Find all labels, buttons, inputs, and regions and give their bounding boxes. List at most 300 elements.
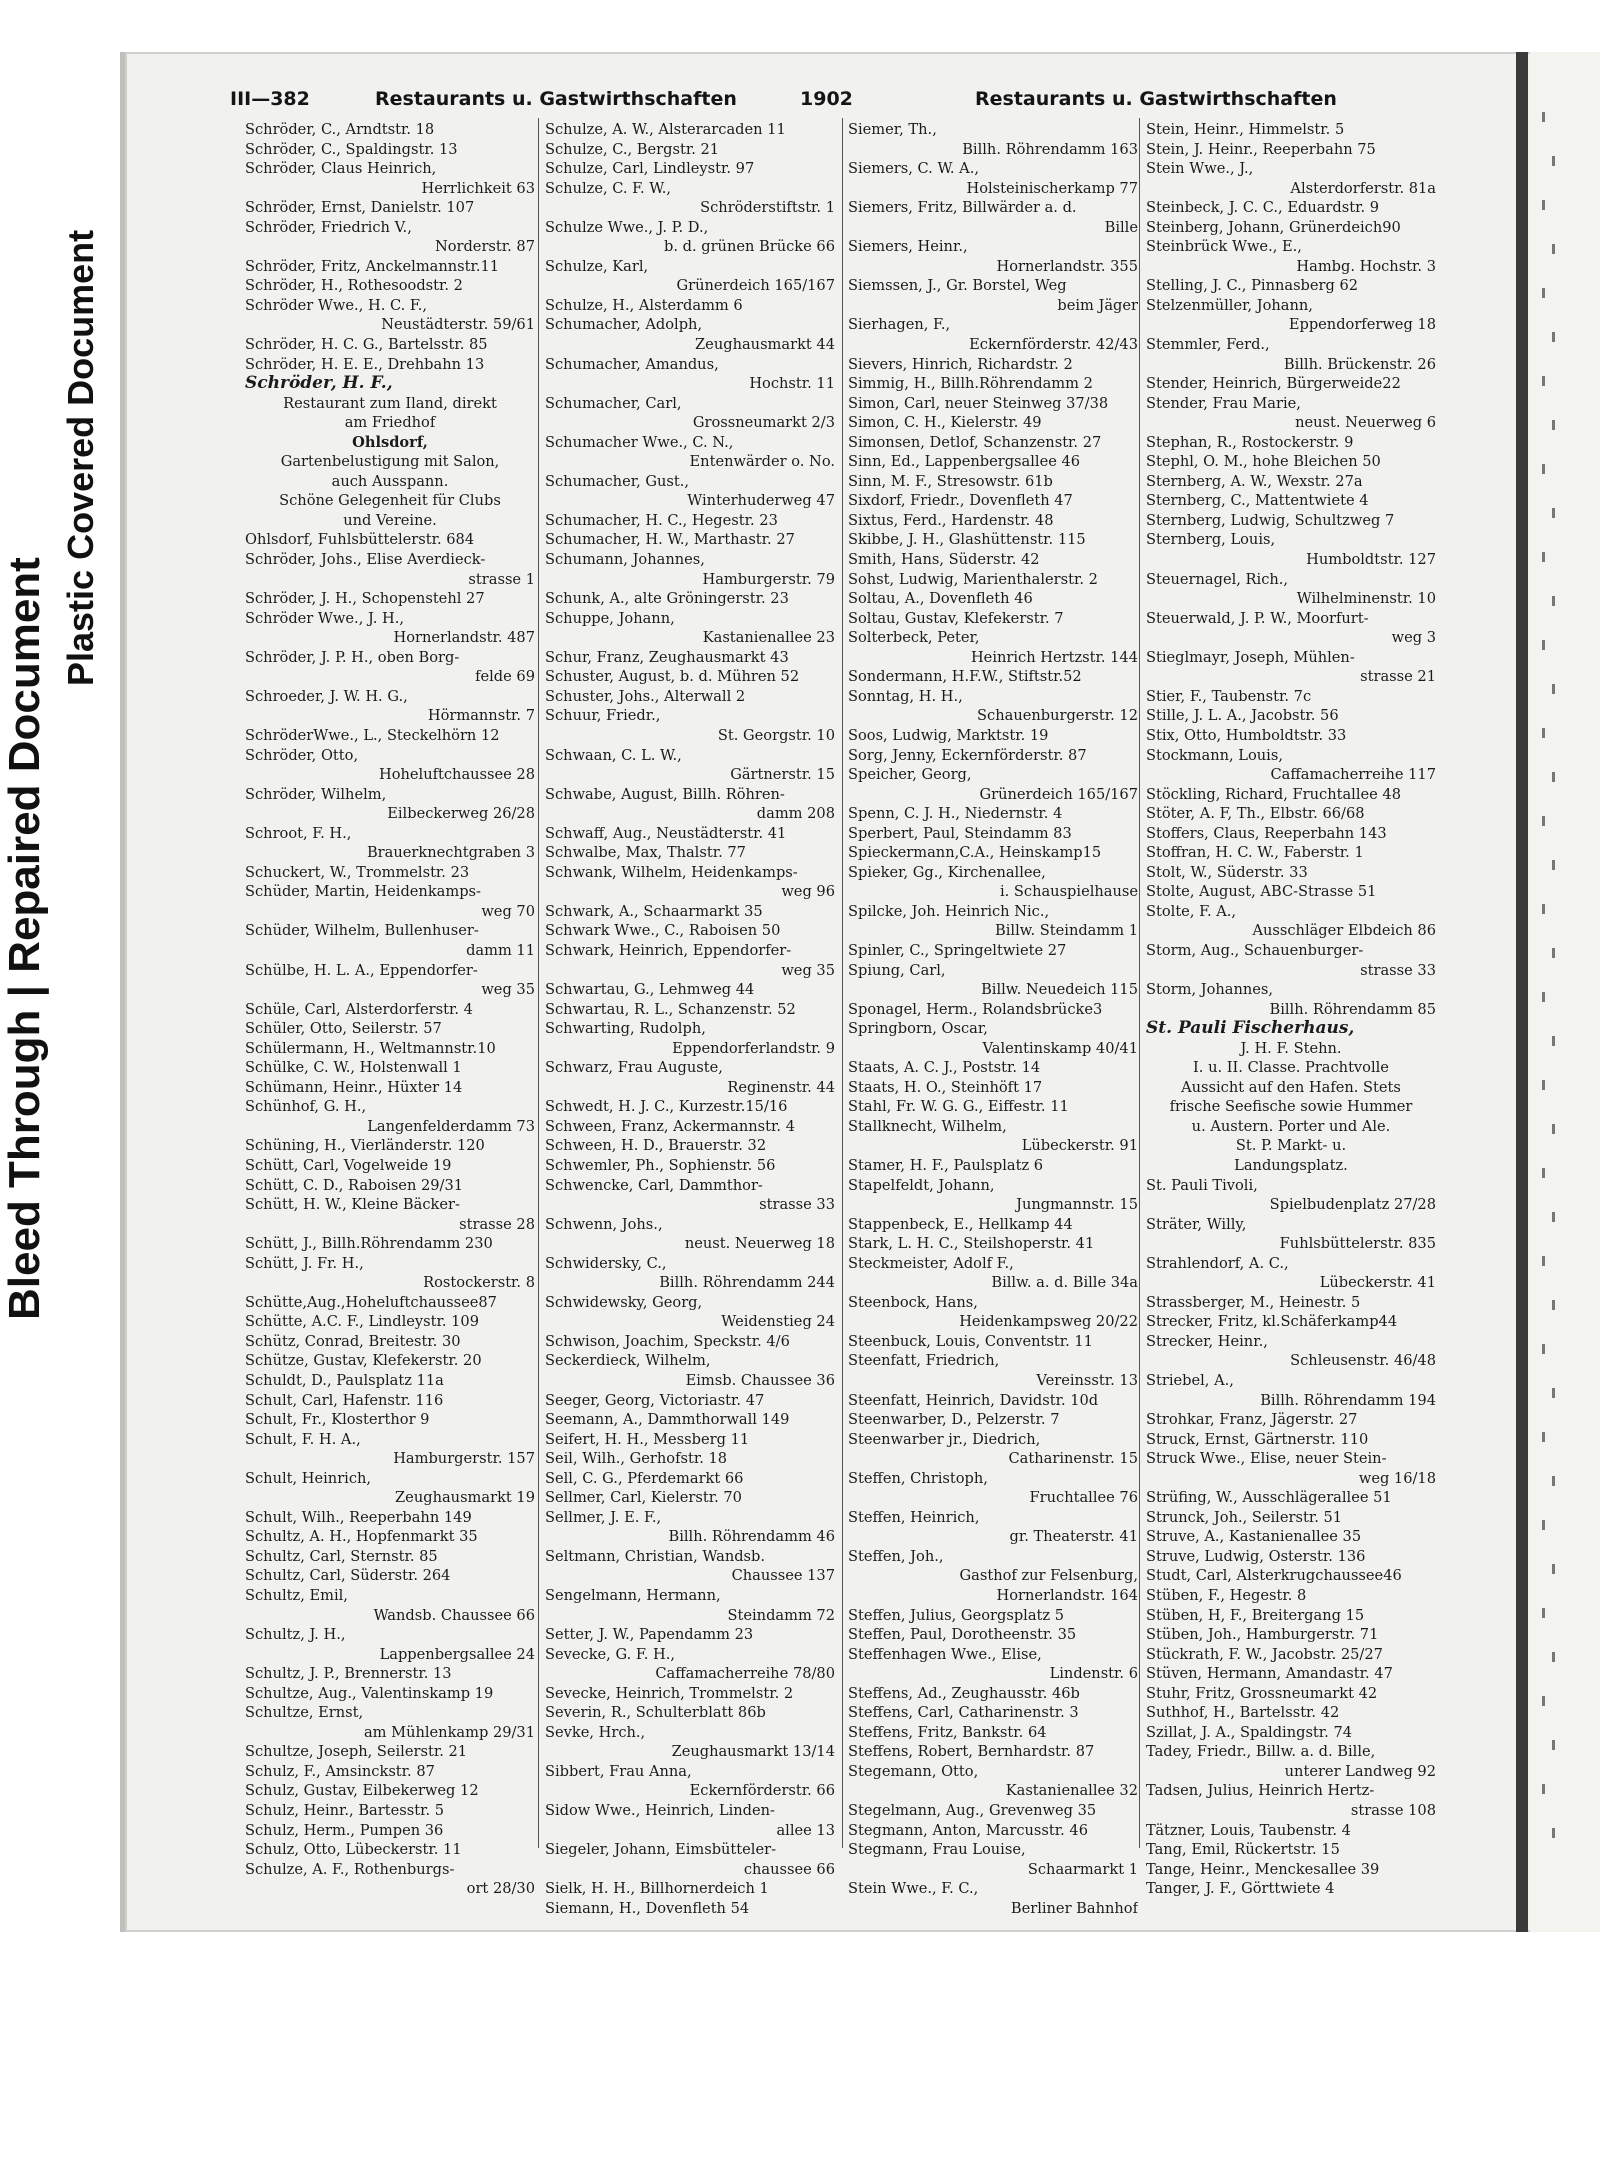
directory-line: Schülke, C. W., Holstenwall 1 [245, 1059, 462, 1077]
directory-line: Struve, A., Kastanienallee 35 [1146, 1528, 1362, 1546]
adjacent-page-glyph [1542, 1344, 1545, 1354]
directory-line: Schwank, Wilhelm, Heidenkamps- [545, 863, 798, 881]
directory-line: Stüben, H, F., Breitergang 15 [1146, 1606, 1365, 1624]
directory-line: Sternberg, Louis, [1146, 531, 1276, 549]
directory-line: Strecker, Fritz, kl.Schäferkamp44 [1146, 1313, 1398, 1331]
directory-line: Schultz, Emil, [245, 1587, 348, 1605]
directory-line: Eckernförderstr. 66 [689, 1782, 835, 1800]
header-left-title: Restaurants u. Gastwirthschaften [375, 88, 737, 110]
directory-line: Schulze, C., Bergstr. 21 [545, 140, 720, 158]
directory-line: Steuernagel, Rich., [1146, 570, 1289, 588]
directory-line: strasse 21 [1360, 668, 1436, 686]
directory-line: Schröder, H. C. G., Bartelsstr. 85 [245, 336, 488, 354]
directory-line: Stille, J. L. A., Jacobstr. 56 [1146, 707, 1339, 725]
adjacent-page-glyph [1552, 596, 1555, 606]
directory-line: Sixdorf, Friedr., Dovenfleth 47 [848, 492, 1073, 510]
directory-line: Brauerknechtgraben 3 [366, 844, 535, 862]
directory-line: damm 208 [756, 805, 835, 823]
directory-line: J. H. F. Stehn. [1240, 1039, 1342, 1057]
directory-line: Skibbe, J. H., Glashüttenstr. 115 [848, 531, 1086, 549]
directory-line: Schaarmarkt 1 [1027, 1860, 1138, 1878]
directory-line: Schröder, Wilhelm, [245, 785, 387, 803]
directory-line: Schumacher, H. W., Marthastr. 27 [545, 531, 795, 549]
directory-line: Hoheluftchaussee 28 [378, 766, 535, 784]
directory-line: Sevecke, G. F. H., [545, 1645, 675, 1663]
directory-line: Stoffran, H. C. W., Faberstr. 1 [1146, 844, 1364, 862]
directory-line: Schütt, J., Billh.Röhrendamm 230 [245, 1235, 493, 1253]
directory-line: Sträter, Willy, [1146, 1215, 1247, 1233]
directory-line: Steffens, Ad., Zeughausstr. 46b [848, 1684, 1080, 1702]
adjacent-page-glyph [1542, 1080, 1545, 1090]
directory-line: Strassberger, M., Heinestr. 5 [1146, 1293, 1361, 1311]
directory-line: Schultze, Ernst, [245, 1704, 364, 1722]
directory-line: Schauenburgerstr. 12 [977, 707, 1138, 725]
directory-line: Sidow Wwe., Heinrich, Linden- [545, 1802, 775, 1820]
directory-line: Schuur, Friedr., [545, 707, 661, 725]
directory-line: Schüder, Martin, Heidenkamps- [245, 883, 481, 901]
directory-line: Schwartau, G., Lehmweg 44 [545, 981, 755, 999]
directory-line: Schulze, C. F. W., [545, 179, 672, 197]
directory-line: Kastanienallee 32 [1005, 1782, 1138, 1800]
directory-line: Herrlichkeit 63 [421, 179, 535, 197]
side-label-subtitle: Plastic Covered Document [60, 229, 101, 686]
directory-line: damm 11 [466, 941, 535, 959]
directory-line: St. P. Markt- u. [1235, 1137, 1347, 1155]
directory-line: Aussicht auf den Hafen. Stets [1181, 1078, 1401, 1096]
adjacent-page-glyph [1542, 200, 1545, 210]
directory-line: strasse 1 [468, 570, 535, 588]
directory-line: Schumacher, Carl, [545, 394, 682, 412]
adjacent-page-glyph [1542, 552, 1545, 562]
directory-line: Schwartau, R. L., Schanzenstr. 52 [545, 1000, 796, 1018]
adjacent-page-glyph [1552, 1564, 1555, 1574]
adjacent-page-glyph [1542, 464, 1545, 474]
directory-line: u. Austern. Porter und Ale. [1191, 1117, 1391, 1135]
directory-line: Schröder, Fritz, Anckelmannstr.11 [245, 257, 500, 275]
directory-line: Schütze, Gustav, Klefekerstr. 20 [245, 1352, 482, 1370]
directory-line: Steenfatt, Heinrich, Davidstr. 10d [848, 1391, 1099, 1409]
directory-line: Schröder Wwe., J. H., [245, 609, 404, 627]
directory-line: Schulz, Gustav, Eilbekerweg 12 [245, 1782, 479, 1800]
directory-line: Strohkar, Franz, Jägerstr. 27 [1146, 1411, 1358, 1429]
directory-line: Sorg, Jenny, Eckernförderstr. 87 [848, 746, 1087, 764]
directory-line: Schwedt, H. J. C., Kurzestr.15/16 [545, 1098, 788, 1116]
directory-line: Stappenbeck, E., Hellkamp 44 [848, 1215, 1073, 1233]
directory-line: Siemers, C. W. A., [848, 160, 979, 178]
directory-line: Schülermann, H., Weltmannstr.10 [245, 1039, 496, 1057]
directory-line: weg 35 [781, 961, 835, 979]
directory-line: Schumann, Johannes, [545, 551, 705, 569]
directory-line: frische Seefische sowie Hummer [1169, 1098, 1413, 1116]
directory-line: Stephan, R., Rostockerstr. 9 [1146, 433, 1354, 451]
directory-line: Schröder, H. E. E., Drehbahn 13 [245, 355, 485, 373]
directory-line: Steffenhagen Wwe., Elise, [848, 1645, 1042, 1663]
directory-line: Landungsplatz. [1234, 1156, 1348, 1174]
directory-line: Steffen, Christoph, [848, 1469, 988, 1487]
directory-line: Tange, Heinr., Menckesallee 39 [1146, 1860, 1380, 1878]
directory-line: Steffens, Carl, Catharinenstr. 3 [848, 1704, 1079, 1722]
directory-line: Entenwärder o. No. [689, 453, 835, 471]
directory-line: Steenfatt, Friedrich, [848, 1352, 1000, 1370]
directory-line: Stöter, A. F, Th., Elbstr. 66/68 [1146, 805, 1365, 823]
directory-line: Schütte, A.C. F., Lindleystr. 109 [245, 1313, 479, 1331]
directory-line: Strahlendorf, A. C., [1146, 1254, 1289, 1272]
directory-line: und Vereine. [343, 511, 437, 529]
adjacent-page-glyph [1552, 1652, 1555, 1662]
directory-line: Schütz, Conrad, Breitestr. 30 [245, 1332, 461, 1350]
directory-line: Schwark, Heinrich, Eppendorfer- [545, 941, 792, 959]
directory-line: Seemann, A., Dammthorwall 149 [545, 1411, 790, 1429]
directory-line: Grünerdeich 165/167 [979, 785, 1138, 803]
directory-line: Sellmer, Carl, Kielerstr. 70 [545, 1489, 742, 1507]
directory-line: Schumacher, Adolph, [545, 316, 703, 334]
directory-line: Steffen, Paul, Dorotheenstr. 35 [848, 1626, 1077, 1644]
directory-line: Siegeler, Johann, Eimsbütteler- [545, 1841, 777, 1859]
directory-line: Seifert, H. H., Messberg 11 [545, 1430, 750, 1448]
directory-line: Restaurant zum Iland, direkt [283, 394, 497, 412]
directory-line: Hornerlandstr. 164 [996, 1587, 1138, 1605]
directory-line: SchröderWwe., L., Steckelhörn 12 [245, 726, 500, 744]
adjacent-page-glyph [1552, 1300, 1555, 1310]
directory-line: Steinbeck, J. C. C., Eduardstr. 9 [1146, 199, 1380, 217]
directory-line: Schulz, Otto, Lübeckerstr. 11 [245, 1841, 462, 1859]
side-label-title: Bleed Through | Repaired Document [0, 557, 49, 1320]
directory-line: Strüfing, W., Ausschlägerallee 51 [1146, 1489, 1392, 1507]
directory-line: Schünhof, G. H., [245, 1098, 367, 1116]
directory-line: Billw. Neuedeich 115 [981, 981, 1138, 999]
directory-line: Billh. Röhrendamm 194 [1260, 1391, 1436, 1409]
directory-line: Langenfelderdamm 73 [367, 1117, 535, 1135]
directory-line: Stüben, F., Hegestr. 8 [1146, 1587, 1307, 1605]
directory-line: Schwencke, Carl, Dammthor- [545, 1176, 763, 1194]
directory-line: Holsteinischerkamp 77 [966, 179, 1138, 197]
directory-line: Billh. Röhrendamm 46 [668, 1528, 835, 1546]
directory-line: Schröder, Ernst, Danielstr. 107 [245, 199, 475, 217]
directory-line: Zeughausmarkt 44 [695, 336, 835, 354]
adjacent-page-glyph [1552, 420, 1555, 430]
directory-line: Sondermann, H.F.W., Stiftstr.52 [848, 668, 1082, 686]
directory-line: Schultz, Carl, Sternstr. 85 [245, 1547, 438, 1565]
directory-line: Schumacher Wwe., C. N., [545, 433, 734, 451]
directory-line: Szillat, J. A., Spaldingstr. 74 [1146, 1723, 1353, 1741]
directory-line: Schwarting, Rudolph, [545, 1020, 706, 1038]
adjacent-page-glyph [1552, 772, 1555, 782]
directory-line: Eilbeckerweg 26/28 [387, 805, 535, 823]
directory-line: neust. Neuerweg 6 [1295, 414, 1436, 432]
directory-line: Schröder, Friedrich V., [245, 218, 412, 236]
directory-line: Hörmannstr. 7 [427, 707, 535, 725]
directory-line: Stier, F., Taubenstr. 7c [1146, 687, 1312, 705]
directory-line: Schumacher, H. C., Hegestr. 23 [545, 511, 778, 529]
directory-line: ort 28/30 [466, 1880, 535, 1898]
directory-line: Grünerdeich 165/167 [676, 277, 835, 295]
directory-line: Steinbrück Wwe., E., [1146, 238, 1302, 256]
directory-line: Eimsb. Chaussee 36 [685, 1372, 835, 1389]
directory-line: Stegelmann, Aug., Grevenweg 35 [848, 1802, 1097, 1820]
adjacent-page-glyph [1552, 332, 1555, 342]
directory-line: Sevke, Hrch., [545, 1723, 646, 1741]
adjacent-page-glyph [1552, 156, 1555, 166]
directory-line: Wilhelminenstr. 10 [1296, 590, 1436, 608]
directory-line: Simon, C. H., Kielerstr. 49 [848, 414, 1042, 432]
adjacent-page-glyph [1542, 1432, 1545, 1442]
directory-line: Hamburgerstr. 157 [393, 1450, 535, 1468]
directory-line: Schuster, Johs., Alterwall 2 [545, 687, 746, 705]
directory-line: Staats, H. O., Steinhöft 17 [848, 1078, 1043, 1096]
directory-line: Stamer, H. F., Paulsplatz 6 [848, 1156, 1044, 1174]
page-number: III—382 [230, 88, 310, 110]
directory-line: Stegemann, Otto, [848, 1762, 979, 1780]
directory-line: Schuppe, Johann, [545, 609, 675, 627]
directory-line: Billw. a. d. Bille 34a [991, 1274, 1138, 1292]
directory-line: Soltau, Gustav, Klefekerstr. 7 [848, 609, 1064, 627]
directory-line: Billw. Steindamm 1 [995, 922, 1138, 940]
directory-line: Simon, Carl, neuer Steinweg 37/38 [848, 394, 1109, 412]
adjacent-page-edge [1530, 52, 1600, 1932]
directory-line: Schröder, Johs., Elise Averdieck- [245, 551, 486, 569]
directory-line: Schuckert, W., Trommelstr. 23 [245, 863, 470, 881]
directory-line: Lindenstr. 6 [1049, 1665, 1138, 1683]
directory-line: St. Pauli Tivoli, [1146, 1176, 1258, 1194]
directory-line: Steffen, Heinrich, [848, 1508, 980, 1526]
directory-line: Seil, Wilh., Gerhofstr. 18 [545, 1450, 728, 1468]
directory-line: Steuerwald, J. P. W., Moorfurt- [1146, 609, 1369, 627]
directory-line: Stein, J. Heinr., Reeperbahn 75 [1146, 140, 1376, 158]
directory-line: Billh. Röhrendamm 85 [1269, 1000, 1436, 1018]
directory-line: Stallknecht, Wilhelm, [848, 1117, 1007, 1135]
directory-line: Stoffers, Claus, Reeperbahn 143 [1146, 824, 1387, 842]
directory-line: Stein, Heinr., Himmelstr. 5 [1146, 121, 1345, 138]
directory-line: Seckerdieck, Wilhelm, [545, 1352, 711, 1370]
directory-line: strasse 33 [759, 1196, 835, 1214]
directory-line: Schwison, Joachim, Speckstr. 4/6 [545, 1332, 790, 1350]
directory-line: Stender, Frau Marie, [1146, 394, 1301, 412]
directory-line: Strunck, Joh., Seilerstr. 51 [1146, 1508, 1343, 1526]
directory-line: Weidenstieg 24 [721, 1313, 835, 1331]
directory-line: Schümann, Heinr., Hüxter 14 [245, 1078, 463, 1096]
directory-column-2 [545, 120, 835, 1917]
directory-line: b. d. grünen Brücke 66 [664, 238, 835, 256]
directory-line: Rostockerstr. 8 [423, 1274, 535, 1292]
directory-line: Schultz, A. H., Hopfenmarkt 35 [245, 1528, 478, 1546]
adjacent-page-glyph [1552, 860, 1555, 870]
directory-line: Gartenbelustigung mit Salon, [280, 453, 500, 471]
adjacent-page-glyph [1542, 1256, 1545, 1266]
directory-line: Schwark Wwe., C., Raboisen 50 [545, 922, 781, 940]
directory-line: Stephl, O. M., hohe Bleichen 50 [1146, 453, 1381, 471]
directory-line: strasse 108 [1350, 1802, 1436, 1820]
directory-line: Spinler, C., Springeltwiete 27 [848, 941, 1067, 959]
directory-line: Hornerlandstr. 355 [996, 257, 1138, 275]
directory-line: Stahl, Fr. W. G. G., Eiffestr. 11 [848, 1098, 1069, 1116]
directory-line: Sternberg, A. W., Wexstr. 27a [1146, 472, 1363, 490]
directory-line: Spilcke, Joh. Heinrich Nic., [848, 902, 1050, 920]
directory-line: Stuhr, Fritz, Grossneumarkt 42 [1146, 1684, 1378, 1702]
directory-line: Sibbert, Frau Anna, [545, 1762, 692, 1780]
directory-line: Spielbudenplatz 27/28 [1269, 1196, 1436, 1214]
directory-line: Siemann, H., Dovenfleth 54 [545, 1899, 750, 1917]
directory-line: Struck, Ernst, Gärtnerstr. 110 [1146, 1430, 1369, 1448]
directory-line: Eppendorferlandstr. 9 [672, 1039, 835, 1057]
directory-line: Stüven, Hermann, Amandastr. 47 [1146, 1665, 1393, 1683]
directory-column-4 [1146, 120, 1436, 1900]
directory-line: Sievers, Hinrich, Richardstr. 2 [848, 355, 1073, 373]
directory-line: Alsterdorferstr. 81a [1290, 179, 1436, 197]
directory-line: Stark, L. H. C., Steilshoperstr. 41 [848, 1235, 1095, 1253]
directory-line: Sierhagen, F., [848, 316, 951, 334]
directory-line: Schütt, J. Fr. H., [245, 1254, 364, 1272]
directory-line: Sinn, Ed., Lappenbergsallee 46 [848, 453, 1081, 471]
adjacent-page-glyph [1552, 244, 1555, 254]
adjacent-page-glyph [1542, 112, 1545, 122]
directory-line: Schult, Fr., Klosterthor 9 [245, 1411, 430, 1429]
directory-line: Steinberg, Johann, Grünerdeich90 [1146, 218, 1401, 236]
directory-line: Vereinsstr. 13 [1036, 1372, 1138, 1389]
directory-line: Schultz, Carl, Süderstr. 264 [245, 1567, 451, 1585]
column-rule-1 [538, 118, 539, 1848]
directory-line: weg 35 [481, 981, 535, 999]
directory-line: Schröder, Claus Heinrich, [245, 160, 437, 178]
directory-line: Caffamacherreihe 78/80 [655, 1665, 835, 1683]
adjacent-page-glyph [1552, 1124, 1555, 1134]
directory-line: Steffen, Joh., [848, 1547, 944, 1565]
directory-line: Schröder, C., Arndtstr. 18 [245, 121, 435, 138]
directory-line: Tadsen, Julius, Heinrich Hertz- [1146, 1782, 1375, 1800]
adjacent-page-glyph [1542, 1608, 1545, 1618]
directory-line: felde 69 [475, 668, 535, 686]
adjacent-page-glyph [1542, 1520, 1545, 1530]
directory-line: Schultze, Joseph, Seilerstr. 21 [245, 1743, 468, 1761]
directory-line: Eppendorferweg 18 [1288, 316, 1436, 334]
directory-line: Smith, Hans, Süderstr. 42 [848, 551, 1040, 569]
directory-line: Schulze, A. F., Rothenburgs- [245, 1860, 455, 1878]
directory-line: Stemmler, Ferd., [1146, 336, 1270, 354]
page-gutter [1516, 52, 1528, 1932]
directory-line: Winterhuderweg 47 [687, 492, 835, 510]
directory-line: Stolt, W., Süderstr. 33 [1146, 863, 1308, 881]
directory-line: Schult, Carl, Hafenstr. 116 [245, 1391, 444, 1409]
header-right-title: Restaurants u. Gastwirthschaften [975, 88, 1337, 110]
directory-line: Schwabe, August, Billh. Röhren- [545, 785, 785, 803]
directory-line: Schulze, Karl, [545, 257, 649, 275]
directory-line: Billh. Röhrendamm 244 [659, 1274, 835, 1292]
directory-line: Neustädterstr. 59/61 [381, 316, 535, 334]
directory-line: Steenwarber, D., Pelzerstr. 7 [848, 1411, 1060, 1429]
directory-line: strasse 28 [459, 1215, 535, 1233]
adjacent-page-glyph [1542, 376, 1545, 386]
adjacent-page-glyph [1542, 816, 1545, 826]
directory-line: Schröder, H., Rothesoodstr. 2 [245, 277, 463, 295]
directory-line: Tang, Emil, Rückertstr. 15 [1146, 1841, 1340, 1859]
directory-line: Schunk, A., alte Gröningerstr. 23 [545, 590, 789, 608]
directory-line: Stüben, Joh., Hamburgerstr. 71 [1146, 1626, 1379, 1644]
directory-line: Schumacher, Amandus, [545, 355, 719, 373]
directory-line: Simmig, H., Billh.Röhrendamm 2 [848, 375, 1093, 393]
directory-line: Schröder Wwe., H. C. F., [245, 296, 428, 314]
directory-line: Schulze Wwe., J. P. D., [545, 218, 709, 236]
directory-line: weg 3 [1391, 629, 1436, 647]
directory-line: Schultz, J. P., Brennerstr. 13 [245, 1665, 452, 1683]
directory-line: Schütt, C. D., Raboisen 29/31 [245, 1176, 464, 1194]
directory-line: Stelzenmüller, Johann, [1146, 296, 1313, 314]
directory-line: Stelling, J. C., Pinnasberg 62 [1146, 277, 1359, 295]
directory-line: Siemers, Fritz, Billwärder a. d. [848, 199, 1077, 217]
directory-line: Schüler, Otto, Seilerstr. 57 [245, 1020, 442, 1038]
directory-line: am Mühlenkamp 29/31 [363, 1723, 535, 1741]
directory-line: Schultze, Aug., Valentinskamp 19 [245, 1684, 494, 1702]
directory-line: Speicher, Georg, [848, 766, 972, 784]
adjacent-page-glyph [1552, 1476, 1555, 1486]
directory-line: Sohst, Ludwig, Marienthalerstr. 2 [848, 570, 1098, 588]
directory-line: Jungmannstr. 15 [1016, 1196, 1138, 1214]
directory-line: Stieglmayr, Joseph, Mühlen- [1146, 648, 1355, 666]
directory-line: Stegmann, Anton, Marcusstr. 46 [848, 1821, 1088, 1839]
directory-line: Struve, Ludwig, Osterstr. 136 [1146, 1547, 1366, 1565]
directory-line: Stockmann, Louis, [1146, 746, 1283, 764]
directory-line: Simonsen, Detlof, Schanzenstr. 27 [848, 433, 1102, 451]
directory-line: allee 13 [776, 1821, 835, 1839]
directory-line: Schröder, H. F., [245, 374, 393, 394]
directory-line: Sevecke, Heinrich, Trommelstr. 2 [545, 1684, 794, 1702]
directory-line: Heidenkampsweg 20/22 [959, 1313, 1138, 1331]
directory-line: Gasthof zur Felsenburg, [959, 1567, 1138, 1585]
adjacent-page-glyph [1552, 1740, 1555, 1750]
directory-line: Hornerlandstr. 487 [393, 629, 535, 647]
directory-line: Schult, Wilh., Reeperbahn 149 [245, 1508, 472, 1526]
directory-line: Steffen, Julius, Georgsplatz 5 [848, 1606, 1065, 1624]
directory-line: Sell, C. G., Pferdemarkt 66 [545, 1469, 744, 1487]
directory-line: Setter, J. W., Papendamm 23 [545, 1626, 754, 1644]
directory-line: Eckernförderstr. 42/43 [969, 336, 1138, 354]
directory-line: Schütt, Carl, Vogelweide 19 [245, 1156, 452, 1174]
directory-line: Bille [1104, 218, 1138, 236]
directory-line: Humboldtstr. 127 [1306, 551, 1436, 569]
directory-line: strasse 33 [1360, 961, 1436, 979]
directory-line: Sternberg, Ludwig, Schultzweg 7 [1146, 511, 1395, 529]
directory-line: Fruchtallee 76 [1029, 1489, 1138, 1507]
directory-line: Sengelmann, Hermann, [545, 1587, 721, 1605]
directory-line: Schwaan, C. L. W., [545, 746, 682, 764]
directory-line: Schween, Franz, Ackermannstr. 4 [545, 1117, 795, 1135]
directory-line: Reginenstr. 44 [727, 1078, 835, 1096]
directory-line: Schroot, F. H., [245, 824, 352, 842]
directory-line: Solterbeck, Peter, [848, 629, 980, 647]
directory-line: Schöne Gelegenheit für Clubs [279, 492, 501, 510]
directory-line: Stegmann, Frau Louise, [848, 1841, 1026, 1859]
directory-line: Tanger, J. F., Görttwiete 4 [1146, 1880, 1335, 1898]
directory-line: Schulz, Herm., Pumpen 36 [245, 1821, 444, 1839]
adjacent-page-glyph [1542, 288, 1545, 298]
adjacent-page-glyph [1542, 728, 1545, 738]
directory-line: Schütte,Aug.,Hoheluftchaussee87 [245, 1293, 497, 1311]
directory-line: auch Ausspann. [331, 472, 449, 490]
directory-line: Schwidewsky, Georg, [545, 1293, 703, 1311]
directory-line: Schulz, F., Amsinckstr. 87 [245, 1762, 435, 1780]
directory-column-3 [848, 120, 1138, 1917]
directory-line: Schween, H. D., Brauerstr. 32 [545, 1137, 767, 1155]
directory-line: Heinrich Hertzstr. 144 [970, 648, 1138, 666]
directory-line: Sixtus, Ferd., Hardenstr. 48 [848, 511, 1054, 529]
directory-line: Billh. Röhrendamm 163 [962, 140, 1138, 158]
directory-line: Spieker, Gg., Kirchenallee, [848, 863, 1046, 881]
column-rule-3 [1139, 118, 1140, 1848]
directory-line: Schwalbe, Max, Thalstr. 77 [545, 844, 746, 862]
directory-line: Seltmann, Christian, Wandsb. [545, 1547, 766, 1565]
directory-line: Soos, Ludwig, Marktstr. 19 [848, 726, 1049, 744]
directory-line: Schröderstiftstr. 1 [700, 199, 835, 217]
directory-line: Sperbert, Paul, Steindamm 83 [848, 824, 1072, 842]
directory-line: Stix, Otto, Humboldtstr. 33 [1146, 726, 1347, 744]
